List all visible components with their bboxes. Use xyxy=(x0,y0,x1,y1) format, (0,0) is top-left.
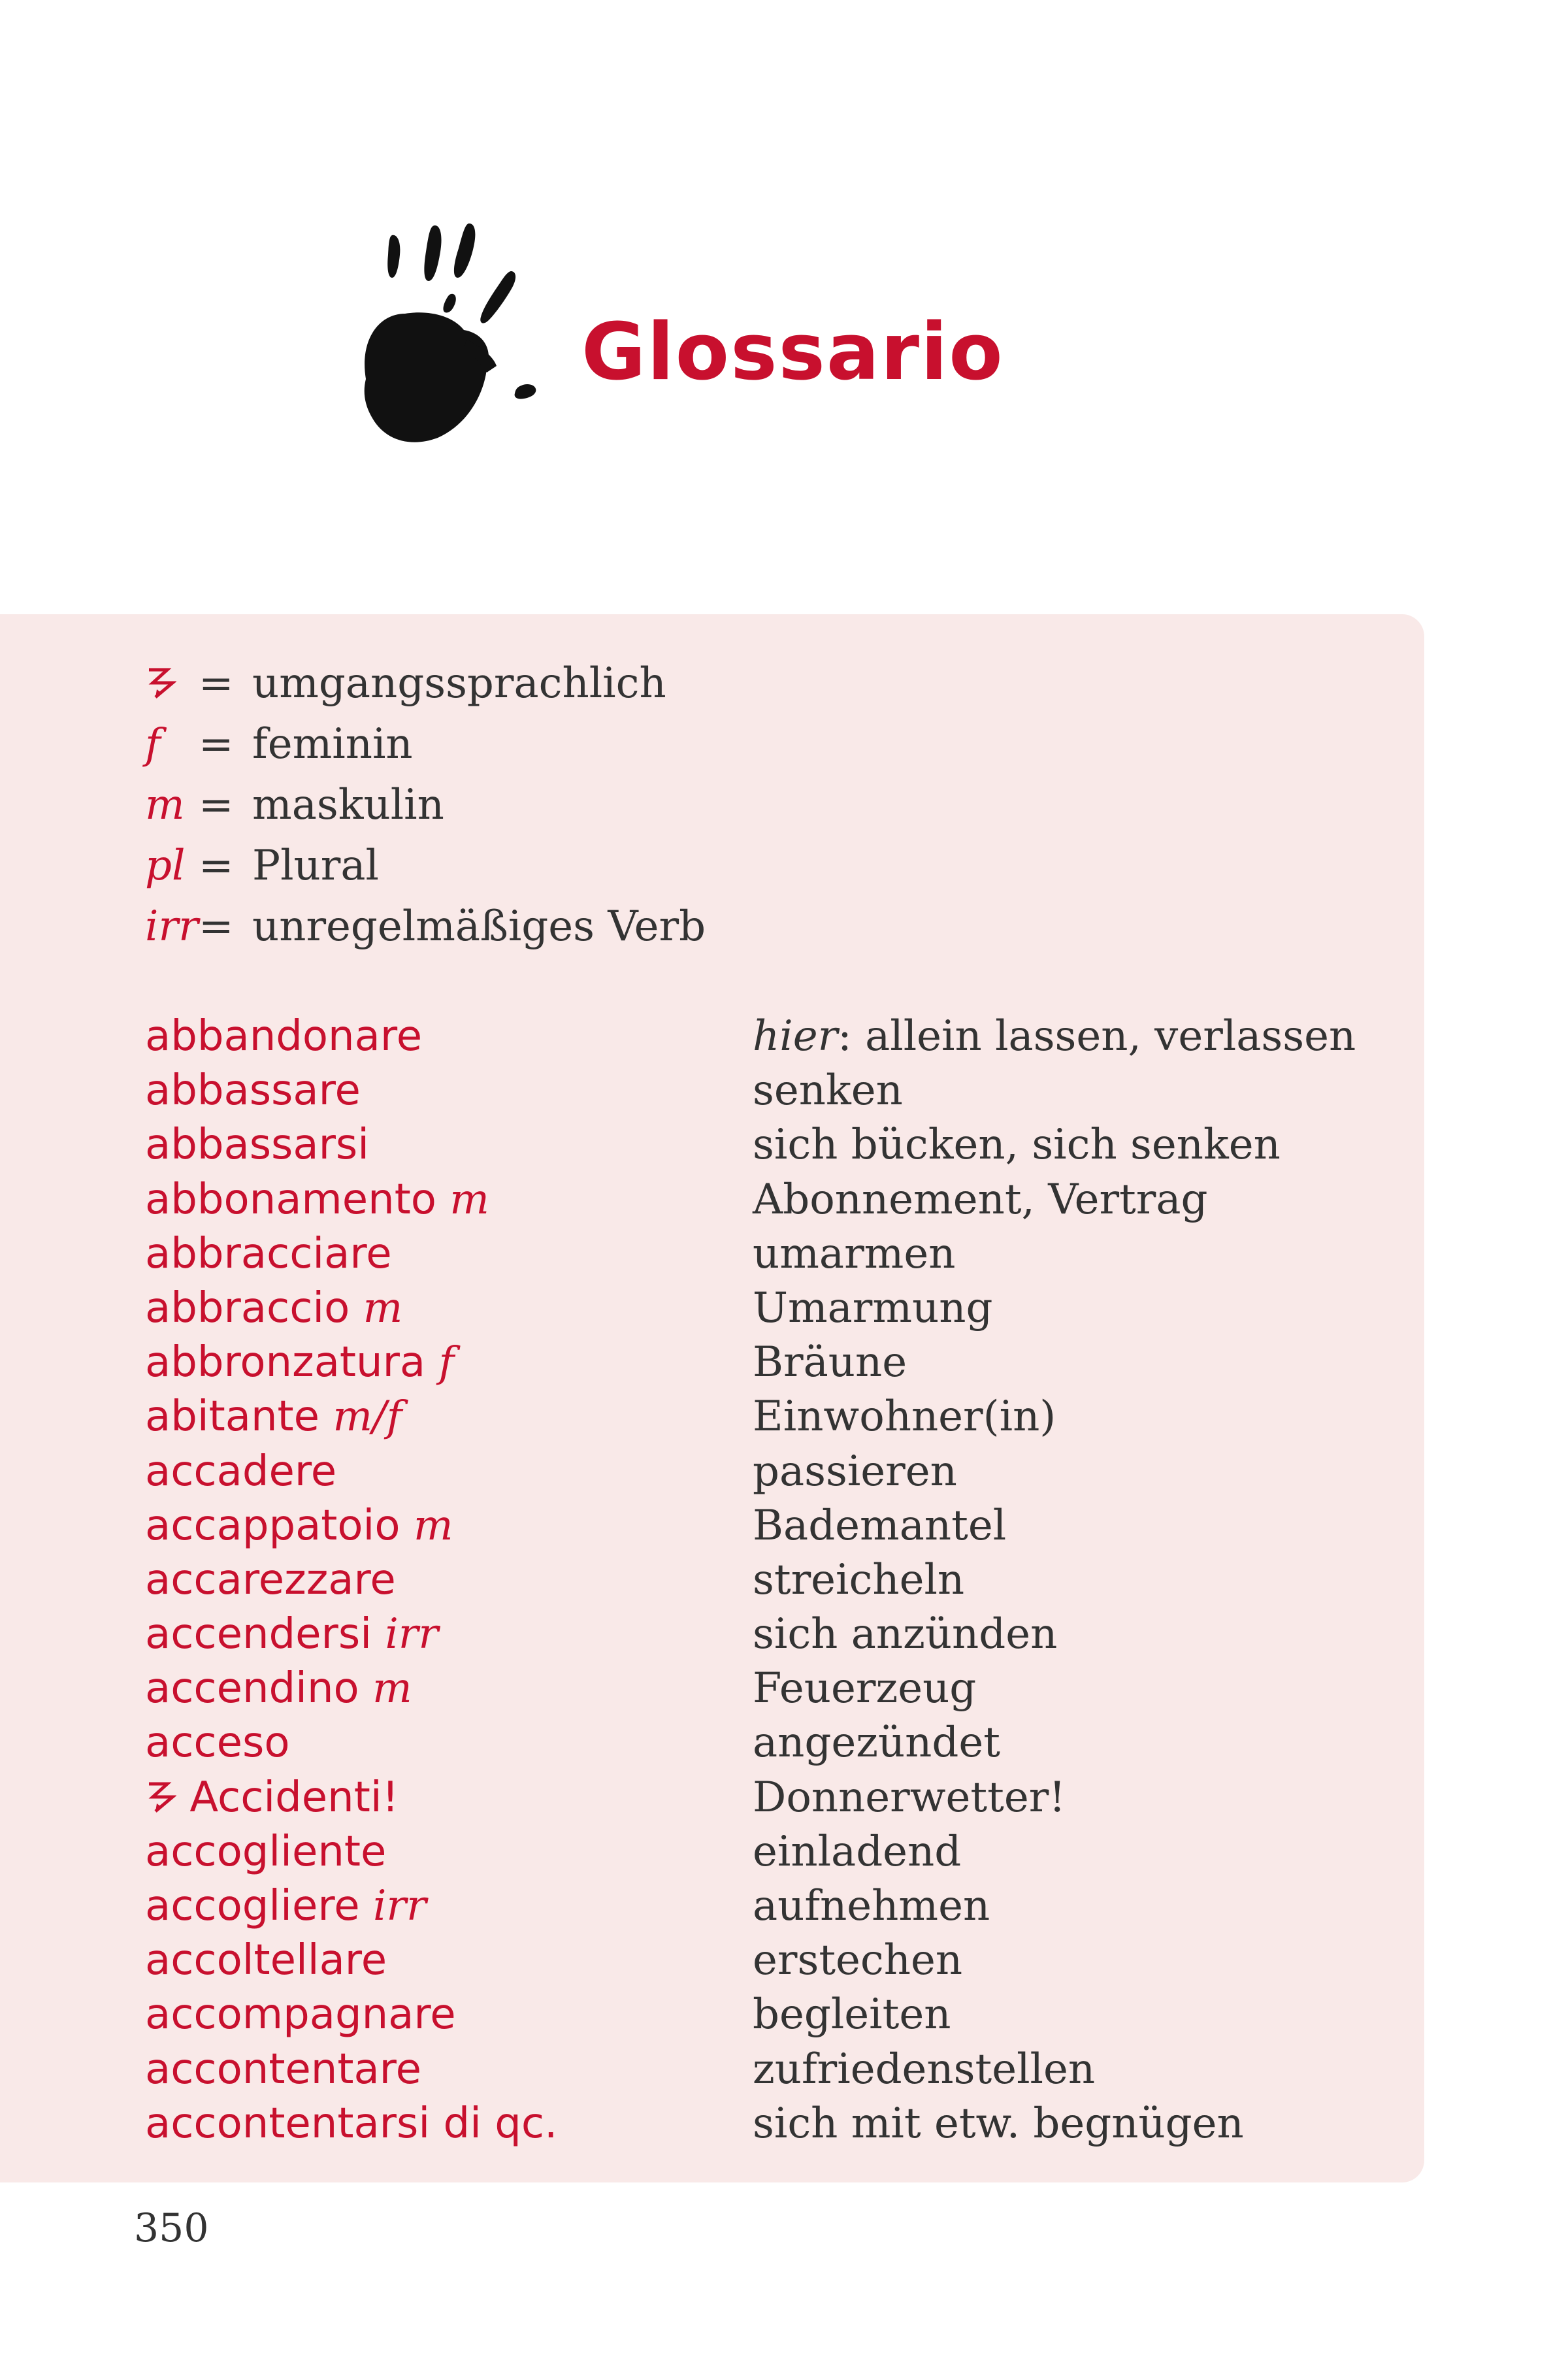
translation: umarmen xyxy=(753,1229,956,1278)
translation: einladend xyxy=(753,1827,962,1876)
grammar-tag: m xyxy=(363,1283,403,1332)
grammar-tag: irr xyxy=(385,1610,438,1659)
term: accogliente xyxy=(145,1827,387,1876)
legend-row xyxy=(145,653,706,714)
term: abbraccio m xyxy=(145,1283,403,1332)
translation: Abonnement, Vertrag xyxy=(753,1175,1208,1224)
translation: angezündet xyxy=(753,1719,1000,1768)
legend-row xyxy=(145,836,706,897)
legend-equals: = xyxy=(199,902,234,951)
term: accoltellare xyxy=(145,1936,387,1985)
translation: streicheln xyxy=(753,1555,965,1604)
term: abbonamento m xyxy=(145,1175,489,1224)
legend-abbr: f xyxy=(145,720,161,768)
term: abbassarsi xyxy=(145,1121,370,1170)
glossary-entry xyxy=(145,1716,1386,1770)
glossary-entry xyxy=(145,1118,1386,1172)
translation: sich bücken, sich senken xyxy=(753,1121,1281,1170)
legend-equals: = xyxy=(199,720,234,768)
term: accendersi irr xyxy=(145,1610,438,1659)
glossary-entry xyxy=(145,1825,1386,1879)
translation: Bräune xyxy=(753,1338,907,1387)
legend-row xyxy=(145,714,706,775)
term: accontentare xyxy=(145,2045,421,2094)
term: acceso xyxy=(145,1719,290,1768)
glossary-entry xyxy=(145,1010,1386,1064)
glossary-entry xyxy=(145,1173,1386,1227)
grammar-tag: m xyxy=(372,1664,412,1713)
legend-meaning: maskulin xyxy=(252,781,444,829)
glossary-entry xyxy=(145,1499,1386,1553)
term: accogliere irr xyxy=(145,1882,427,1930)
term: accendino m xyxy=(145,1664,412,1713)
translation: sich mit etw. begnügen xyxy=(753,2099,1244,2148)
page-number: 350 xyxy=(134,2205,209,2251)
translation: Einwohner(in) xyxy=(753,1392,1056,1441)
legend-abbr: pl xyxy=(145,842,186,890)
glossary-entry xyxy=(145,1553,1386,1607)
term: abbassare xyxy=(145,1066,361,1115)
glossary-entry xyxy=(145,1281,1386,1336)
grammar-tag: f xyxy=(438,1338,455,1387)
handprint-icon xyxy=(353,216,575,451)
term: abitante m/f xyxy=(145,1392,402,1441)
term: abbandonare xyxy=(145,1012,423,1061)
glossary-entry xyxy=(145,1227,1386,1281)
legend-meaning: feminin xyxy=(252,720,413,768)
grammar-tag: m xyxy=(449,1175,489,1224)
grammar-tag: m xyxy=(413,1501,453,1550)
usage-note: hier xyxy=(753,1012,838,1061)
term: accappatoio m xyxy=(145,1501,453,1550)
legend xyxy=(145,653,706,957)
glossary-entry xyxy=(145,1336,1386,1390)
header xyxy=(353,216,1006,464)
translation: sich anzünden xyxy=(753,1610,1058,1659)
translation: zufriedenstellen xyxy=(753,2045,1096,2094)
translation: Umarmung xyxy=(753,1283,993,1332)
legend-meaning: unregelmäßiges Verb xyxy=(252,902,706,951)
term: abbronzatura f xyxy=(145,1338,455,1387)
glossary-entry xyxy=(145,1879,1386,1934)
page-title: Glossario xyxy=(581,307,1004,398)
legend-meaning: umgangssprachlich xyxy=(252,659,666,708)
grammar-tag: irr xyxy=(372,1882,427,1930)
legend-equals: = xyxy=(199,659,234,708)
lightning-bolt-icon xyxy=(145,1780,176,1814)
legend-equals: = xyxy=(199,781,234,829)
translation: erstechen xyxy=(753,1936,963,1985)
lightning-bolt-icon xyxy=(145,666,176,700)
legend-abbr: m xyxy=(145,781,185,829)
translation: Donnerwetter! xyxy=(753,1773,1066,1822)
legend-abbr: irr xyxy=(145,902,199,951)
glossary-entry xyxy=(145,2043,1386,2097)
term: accarezzare xyxy=(145,1555,396,1604)
glossary-entry xyxy=(145,1607,1386,1662)
translation: passieren xyxy=(753,1447,957,1496)
term: Accidenti! xyxy=(145,1771,753,1825)
glossary-entry xyxy=(145,1771,1386,1825)
glossary-entry xyxy=(145,1934,1386,1988)
legend-row xyxy=(145,775,706,836)
legend-equals: = xyxy=(199,842,234,890)
term: accadere xyxy=(145,1447,337,1496)
translation: Feuerzeug xyxy=(753,1664,977,1713)
glossary-entry xyxy=(145,1445,1386,1499)
glossary-entry xyxy=(145,1662,1386,1716)
term: abbracciare xyxy=(145,1229,392,1278)
glossary-entry xyxy=(145,1988,1386,2042)
glossary-entry xyxy=(145,1390,1386,1444)
term: accontentarsi di qc. xyxy=(145,2099,558,2148)
translation: Bademantel xyxy=(753,1501,1007,1550)
legend-row xyxy=(145,897,706,957)
translation: begleiten xyxy=(753,1990,951,2039)
grammar-tag: m/f xyxy=(333,1392,402,1441)
glossary-entry xyxy=(145,1064,1386,1118)
glossary-entries xyxy=(145,1010,1386,2151)
legend-symbol xyxy=(145,653,199,714)
translation: hier: allein lassen, verlassen xyxy=(753,1012,1356,1061)
legend-meaning: Plural xyxy=(252,842,379,890)
term: accompagnare xyxy=(145,1990,456,2039)
translation: aufnehmen xyxy=(753,1882,990,1930)
glossary-entry xyxy=(145,2097,1386,2151)
translation: senken xyxy=(753,1066,903,1115)
